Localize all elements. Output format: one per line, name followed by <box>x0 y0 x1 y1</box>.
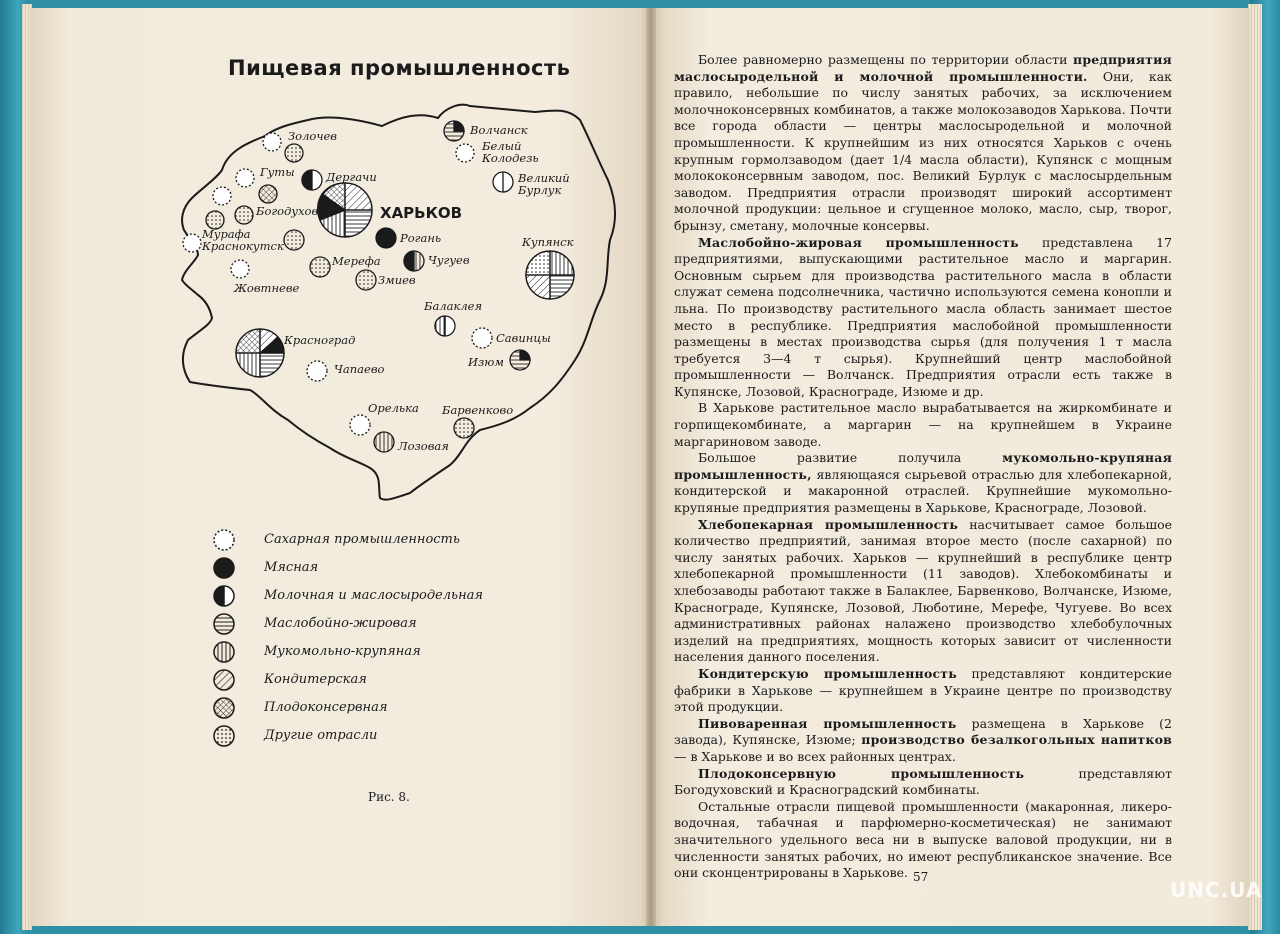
city-label-orelka: Орелька <box>368 401 419 415</box>
paragraph: Кондитерскую промышленность представляют кондитерские фабрики в Харькове — крупнейшем в Украине центре по производству этой продукции. <box>674 665 1172 715</box>
legend-label: Сахарная промышленность <box>264 532 460 547</box>
city-label-lozovaya: Лозовая <box>398 439 449 453</box>
city-label-merefa: Мерефа <box>332 254 381 268</box>
city-label-chapaevo: Чапаево <box>334 362 385 376</box>
page-number: 57 <box>913 870 929 884</box>
legend-item <box>212 584 532 606</box>
paragraph: В Харькове растительное масло вырабатывается на жиркомбинате и горпищекомбинате, а маргарин — на крупнейшем в Украине маргариновом заводе. <box>674 400 1172 449</box>
filled-circle-icon <box>212 556 236 580</box>
zmiev-symbol <box>356 270 376 290</box>
savintsy-symbol <box>472 328 492 348</box>
bely-kolodez-symbol <box>456 144 474 162</box>
murafa-symbol <box>235 206 253 224</box>
guty-fruit-symbol <box>259 185 277 203</box>
paragraph: Маслобойно-жировая промышленность представлена 17 предприятиями, выпускающими растительное масло и маргарин. Основным сырьем для производства растительного масла в области служат семена подсолнечника, частично используются семена конопли и льна. По производству растительного масла область занимает шестое место в республике. Предприятия маслобойной промышленности размещены в местах производства сырья (для получения 1 т масла требуется 3—4 т сырья). Крупнейший центр маслобойной промышленности — Волчанск. Предприятия отрасли есть также в Купянске, Лозовой, Краснограде, Изюме и др. <box>674 234 1172 399</box>
city-label-volchansk: Волчанск <box>470 123 528 137</box>
city-label-zmiev: Змиев <box>378 273 416 287</box>
zolochev-other-symbol <box>285 144 303 162</box>
paragraph: Хлебопекарная промышленность насчитывает самое большое количество предприятий, занимая второе место (после сахарной) по числу занятых рабочих. Харьков — крупнейший в республике центр хлебопекарной промышленности (11 заводов). Хлебокомбинаты и хлебозаводы работают также в Балаклее, Барвенково, Волчанске, Изюме, Краснограде, Купянске, Лозовой, Люботине, Мерефе, Чугуеве. Во всех административных районах налажено производство хлебобулочных изделий на предприятиях, мощность которых зависит от численности населения данного поселения. <box>674 516 1172 665</box>
legend-label: Мясная <box>264 560 319 575</box>
city-label-zhovtneve: Жовтневе <box>234 281 300 295</box>
city-label-barvenkovo: Барвенково <box>442 403 514 417</box>
zhovtneve-symbol <box>231 260 249 278</box>
watermark: UNC.UA <box>1170 878 1263 902</box>
paragraph: Большое развитие получила мукомольно-крупяная промышленность, являющаяся сырьевой отраслью для хлебопекарной, кондитерской и макаронной отраслей. Крупнейшие мукомольно-крупяные предприятия размещены в Харькове, Краснограде, Лозовой. <box>674 450 1172 516</box>
paragraph: Более равномерно размещены по территории области предприятия маслосыродельной и молочной промышленности. Они, как правило, небольшие по числу занятых рабочих, за исключением молочноконсервных комбинатов, а также молокозаводов Харькова. Почти все города области — центры маслосыродельной и молочной промышленности. К крупнейшим из них относятся Харьков с очень крупным гормолзаводом (дает 1/4 масла области), Купянск с мощным молококонсервным заводом, пос. Великий Бурлук с маслосырдельным заводом. Предприятия отрасли производят широкий ассортимент молочной продукции: цельное и сгущенное молоко, масло, сыр, творог, брынзу, сметану, молочные консервы. <box>674 52 1172 233</box>
vertical-hatch-circle-icon <box>212 640 236 664</box>
horizontal-hatch-circle-icon <box>212 612 236 636</box>
page-stack-right <box>1248 4 1262 930</box>
city-label-rogan: Рогань <box>400 231 442 245</box>
dashed-circle-icon <box>212 528 236 552</box>
legend-label: Кондитерская <box>264 672 367 687</box>
bogodukhov-sugar-symbol <box>213 187 231 205</box>
city-label-bogodukhov: Богодухов <box>256 204 319 218</box>
legend-label: Плодоконсервная <box>264 700 388 715</box>
city-label-guty: Гуты <box>260 165 295 179</box>
city-label-krasnograd: Красноград <box>284 333 356 347</box>
paragraph: Остальные отрасли пищевой промышленности (макаронная, ликеро-водочная, табачная и парфюмерно-косметическая) не занимают значительного удельного веса ни в выпуске валовой продукции, ни в численности занятых рабочих, но имеют республиканское значение. Все они сконцентрированы в Харькове. <box>674 798 1172 881</box>
city-label-burluk: Бурлук <box>518 183 562 197</box>
city-label-murafa: Мурафа <box>202 227 251 241</box>
legend-item <box>212 696 532 718</box>
legend-item <box>212 528 532 550</box>
barvenkovo-symbol <box>454 418 474 438</box>
city-label-izyum: Изюм <box>468 355 504 369</box>
merefa-symbol <box>310 257 330 277</box>
krasnograd-pie-symbol <box>236 329 284 377</box>
kharkov-district-symbol <box>284 230 304 250</box>
city-label-savintsy: Савинцы <box>496 331 551 345</box>
legend-label: Мукомольно-крупяная <box>264 644 421 659</box>
city-label-kharkov: ХАРЬКОВ <box>380 204 463 222</box>
paragraph: Пивоваренная промышленность размещена в Харькове (2 завода), Купянске, Изюме; производство безалкогольных напитков — в Харькове и во всех районных центрах. <box>674 715 1172 764</box>
region-map <box>170 90 630 520</box>
legend-item <box>212 668 532 690</box>
legend-item <box>212 724 532 746</box>
city-label-bely: Белый <box>482 139 522 153</box>
city-label-veliky: Великий <box>518 171 570 185</box>
kupyansk-pie-symbol <box>526 251 574 299</box>
kharkov-pie-symbol <box>318 183 372 237</box>
dergachi-meat-sector <box>302 170 312 190</box>
chapaevo-symbol <box>307 361 327 381</box>
city-label-dergachi: Дергачи <box>326 170 377 184</box>
lozovaya-symbol <box>374 432 394 452</box>
city-label-chuguev: Чугуев <box>428 253 470 267</box>
crosshatch-circle-icon <box>212 696 236 720</box>
rogan-meat-symbol <box>376 228 396 248</box>
city-label-balakleya: Балаклея <box>424 299 483 313</box>
legend-label: Маслобойно-жировая <box>264 616 417 631</box>
orelka-symbol <box>350 415 370 435</box>
figure-caption: Рис. 8. <box>368 790 410 804</box>
zolochev-sugar-symbol <box>263 133 281 151</box>
city-label-zolochev: Золочев <box>288 129 337 143</box>
legend-item <box>212 640 532 662</box>
text-column <box>674 52 1172 882</box>
city-label-kolodez: Колодезь <box>482 151 539 165</box>
diagonal-hatch-circle-icon <box>212 668 236 692</box>
legend-label: Молочная и маслосыродельная <box>264 588 484 603</box>
book-gutter <box>646 8 656 926</box>
half-filled-circle-icon <box>212 584 236 608</box>
map-title: Пищевая промышленность <box>228 56 571 80</box>
city-label-kupyansk: Купянск <box>522 235 574 249</box>
legend-item <box>212 612 532 634</box>
legend-label: Другие отрасли <box>264 728 378 743</box>
dotted-circle-icon <box>212 724 236 748</box>
legend-item <box>212 556 532 578</box>
krasnokutsk-symbol <box>183 234 201 252</box>
guty-symbol <box>236 169 254 187</box>
paragraph: Плодоконсервную промышленность представляют Богодуховский и Красноградский комбинаты. <box>674 765 1172 798</box>
city-label-krasnokutsk: Краснокутск <box>202 239 284 253</box>
